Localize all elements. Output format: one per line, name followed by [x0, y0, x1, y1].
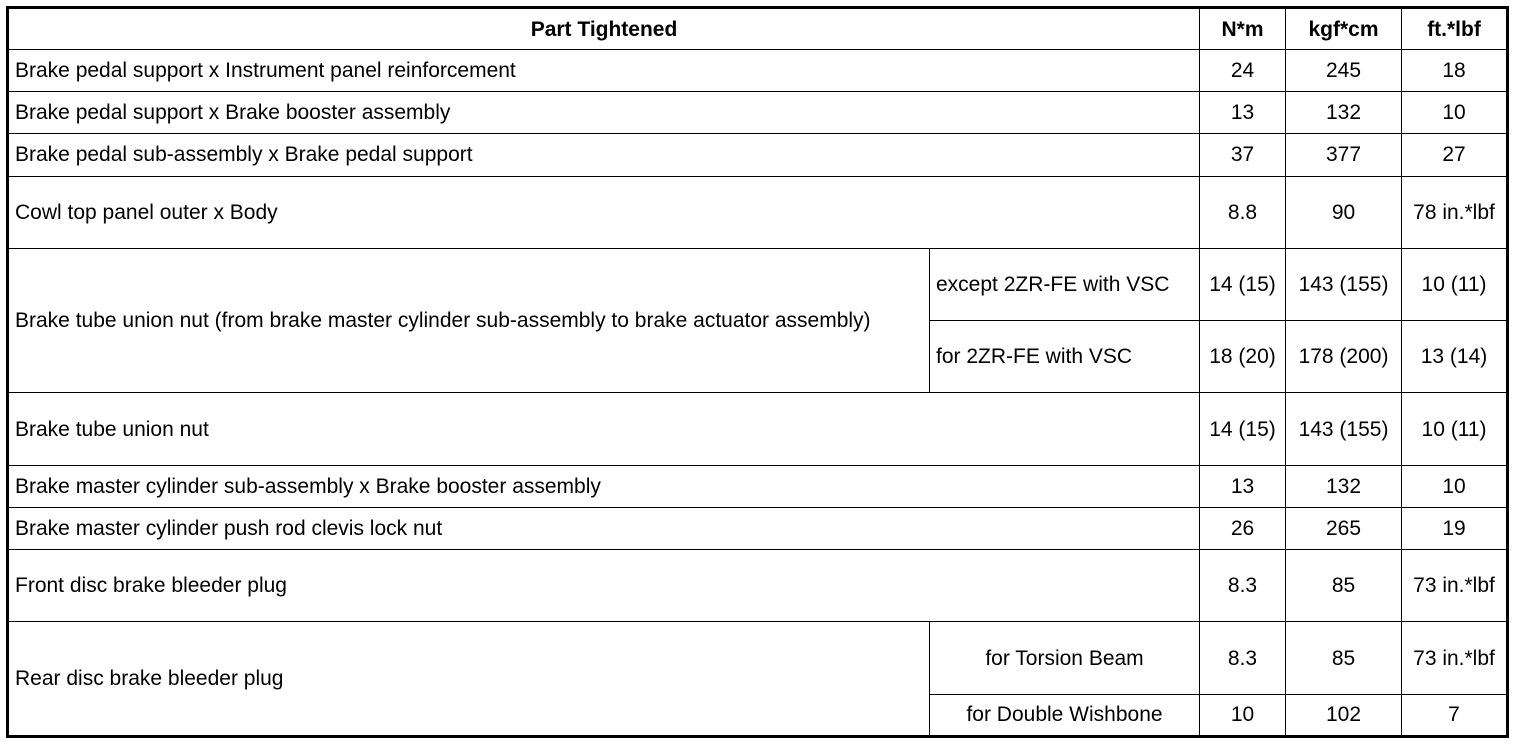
ft-cell: 10 [1402, 92, 1508, 134]
nm-cell: 26 [1200, 507, 1286, 549]
header-kgf-cm: kgf*cm [1286, 8, 1402, 50]
part-cell: Cowl top panel outer x Body [8, 176, 1200, 248]
kgf-cell: 245 [1286, 50, 1402, 92]
ft-cell: 10 (11) [1402, 393, 1508, 465]
ft-cell: 18 [1402, 50, 1508, 92]
table-row [8, 248, 1508, 320]
condition-cell: for 2ZR-FE with VSC [930, 321, 1200, 393]
kgf-cell: 178 (200) [1286, 321, 1402, 393]
kgf-cell: 85 [1286, 622, 1402, 694]
part-cell: Rear disc brake bleeder plug [8, 622, 930, 737]
kgf-cell: 132 [1286, 465, 1402, 507]
table-row [8, 550, 1508, 622]
ft-cell: 13 (14) [1402, 321, 1508, 393]
nm-cell: 14 (15) [1200, 248, 1286, 320]
nm-cell: 8.3 [1200, 550, 1286, 622]
ft-cell: 27 [1402, 134, 1508, 176]
kgf-cell: 143 (155) [1286, 393, 1402, 465]
nm-cell: 14 (15) [1200, 393, 1286, 465]
part-cell: Brake pedal support x Brake booster assembly [8, 92, 1200, 134]
kgf-cell: 102 [1286, 694, 1402, 736]
condition-cell: except 2ZR-FE with VSC [930, 248, 1200, 320]
ft-cell: 19 [1402, 507, 1508, 549]
part-cell: Front disc brake bleeder plug [8, 550, 1200, 622]
kgf-cell: 265 [1286, 507, 1402, 549]
header-nm: N*m [1200, 8, 1286, 50]
nm-cell: 13 [1200, 92, 1286, 134]
kgf-cell: 143 (155) [1286, 248, 1402, 320]
kgf-cell: 85 [1286, 550, 1402, 622]
part-cell: Brake pedal sub-assembly x Brake pedal support [8, 134, 1200, 176]
table-row [8, 393, 1508, 465]
nm-cell: 8.8 [1200, 176, 1286, 248]
part-cell: Brake tube union nut [8, 393, 1200, 465]
part-cell: Brake tube union nut (from brake master cylinder sub-assembly to brake actuator assembly) [8, 248, 930, 393]
table-row [8, 507, 1508, 549]
ft-cell: 73 in.*lbf [1402, 550, 1508, 622]
part-cell: Brake pedal support x Instrument panel reinforcement [8, 50, 1200, 92]
header-row [8, 8, 1508, 50]
nm-cell: 18 (20) [1200, 321, 1286, 393]
condition-cell: for Torsion Beam [930, 622, 1200, 694]
table-row [8, 465, 1508, 507]
kgf-cell: 377 [1286, 134, 1402, 176]
header-part-tightened: Part Tightened [8, 8, 1200, 50]
nm-cell: 37 [1200, 134, 1286, 176]
nm-cell: 24 [1200, 50, 1286, 92]
nm-cell: 10 [1200, 694, 1286, 736]
ft-cell: 73 in.*lbf [1402, 622, 1508, 694]
ft-cell: 10 (11) [1402, 248, 1508, 320]
part-cell: Brake master cylinder sub-assembly x Brake booster assembly [8, 465, 1200, 507]
ft-cell: 78 in.*lbf [1402, 176, 1508, 248]
part-cell: Brake master cylinder push rod clevis lock nut [8, 507, 1200, 549]
ft-cell: 7 [1402, 694, 1508, 736]
kgf-cell: 132 [1286, 92, 1402, 134]
table-row [8, 50, 1508, 92]
table-row [8, 134, 1508, 176]
table-row [8, 92, 1508, 134]
condition-cell: for Double Wishbone [930, 694, 1200, 736]
table-row [8, 176, 1508, 248]
ft-cell: 10 [1402, 465, 1508, 507]
nm-cell: 8.3 [1200, 622, 1286, 694]
header-ft-lbf: ft.*lbf [1402, 8, 1508, 50]
table-row [8, 622, 1508, 694]
kgf-cell: 90 [1286, 176, 1402, 248]
torque-spec-table [6, 6, 1509, 738]
nm-cell: 13 [1200, 465, 1286, 507]
